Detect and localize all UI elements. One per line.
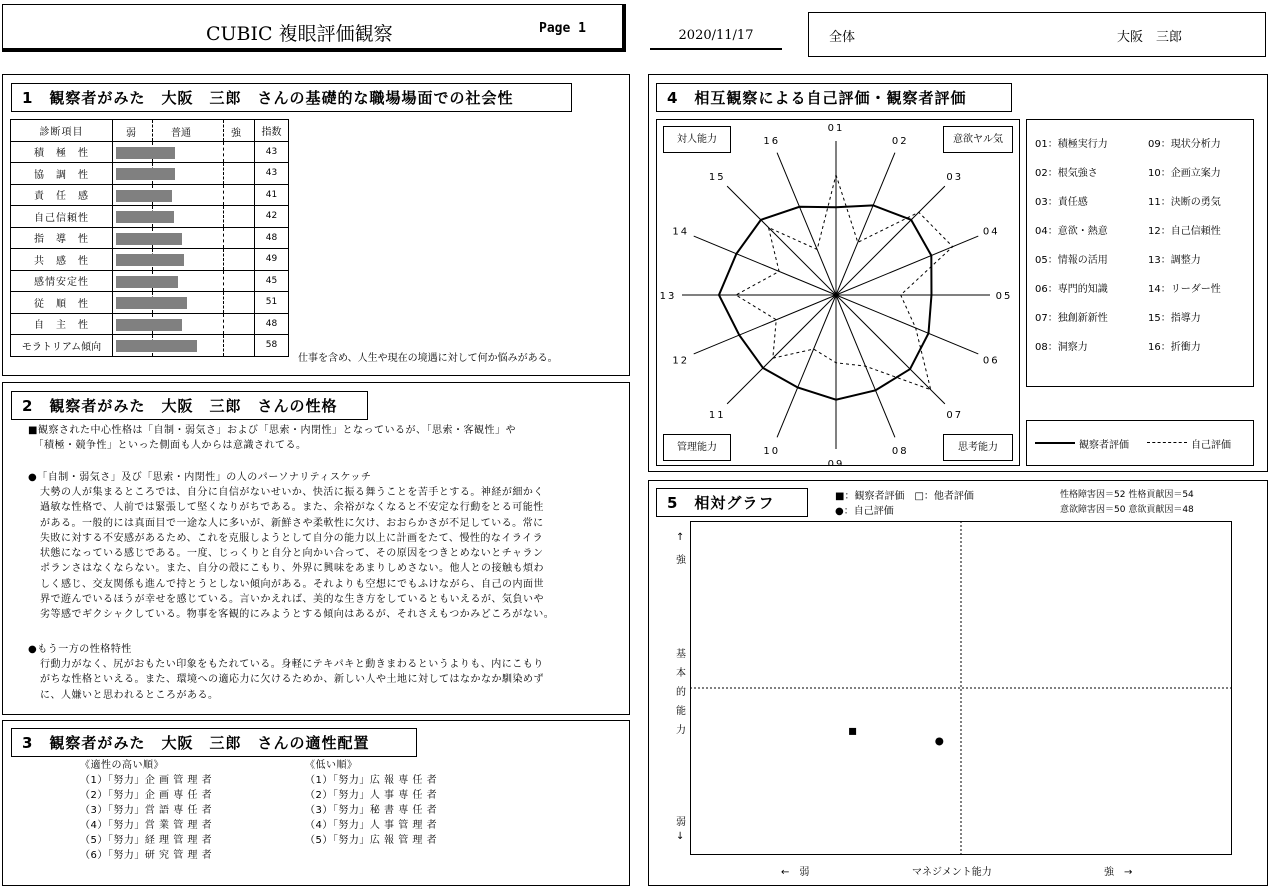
corner-label-thinking: 思考能力 [943, 434, 1013, 461]
axis-legend-item: 10：企画立案力 [1148, 168, 1221, 179]
paragraph-line: 劣等感でギクシャクしている。物事を客観的にみようとする傾向はあるが、それさえもつかみどころがない。 [40, 609, 555, 621]
axis-legend-item: 13：調整力 [1148, 255, 1201, 266]
radar-axis-number: 02 [891, 135, 909, 147]
diagnosis-table-wrap [10, 119, 289, 357]
radar-axis-number: 12 [672, 355, 690, 367]
page-number: Page 1 [539, 21, 586, 36]
y-axis-label-char: 能 [676, 706, 686, 717]
axis-legend-item: 05：情報の活用 [1035, 255, 1108, 266]
radar-axis-number: 10 [763, 446, 781, 458]
radar-series-observer [719, 205, 932, 399]
score-bar [116, 340, 197, 352]
paragraph-line: がちな性格といえる。また、環境への適応力に欠けるためか、新しい人や土地に対してはなかなか馴染めず [40, 674, 544, 686]
col-weak-header: 弱 [126, 128, 136, 139]
radar-spoke [727, 295, 836, 404]
axis-legend-item: 15：指導力 [1148, 313, 1201, 324]
scatter-point-self [935, 737, 943, 745]
radar-axis-number: 16 [763, 135, 781, 147]
table-row [11, 313, 289, 335]
section4-title: 4 相互観察による自己評価・観察者評価 [656, 83, 1012, 112]
paragraph-line: 状態になっている感じである。一度、じっくりと自分と向かい合って、その原因をつきとめないとチャラン [40, 548, 544, 560]
diagnosis-table [10, 119, 289, 357]
other-trait-paragraph [40, 657, 544, 703]
paragraph-line: （3）「努力」営 語 専 任 者 [80, 805, 213, 816]
row-index-value: 43 [255, 163, 289, 185]
radar-chart [656, 119, 1020, 466]
subject-box [808, 12, 1266, 57]
paragraph-line: 行動力がなく、尻がおもたい印象をもたれている。身軽にテキパキと動きまわるというよりも、内にこもり [40, 659, 544, 670]
axis-legend-item: 11：決断の勇気 [1148, 197, 1221, 208]
section2-title: 2 観察者がみた 大阪 三郎 さんの性格 [11, 391, 368, 420]
axis-legend-item: 07：独創新新性 [1035, 313, 1108, 324]
table-row [11, 206, 289, 228]
row-bar-cell [113, 335, 255, 357]
summary-paragraph [28, 423, 516, 454]
row-index-value: 48 [255, 227, 289, 249]
radar-spoke [836, 295, 945, 404]
row-index-value: 49 [255, 249, 289, 271]
paragraph-line: （6）「努力」研 究 管 理 者 [80, 850, 213, 861]
y-axis-label [676, 645, 686, 740]
row-index-value: 41 [255, 184, 289, 206]
axis-legend-item: 02：根気強さ [1035, 168, 1098, 179]
subject-name: 大阪 三郎 [1117, 30, 1183, 45]
scope-label: 全体 [829, 30, 856, 45]
motivation-factors: 意欲障害因＝50 意欲貢献因＝48 [1060, 505, 1194, 515]
radar-spoke [836, 236, 978, 295]
axis-legend-item: 01：積極実行力 [1035, 139, 1108, 150]
section1-title: 1 観察者がみた 大阪 三郎 さんの基礎的な職場場面での社会性 [11, 83, 572, 112]
table-row [11, 335, 289, 357]
axis-legend-item: 04：意欲・熱意 [1035, 226, 1108, 237]
axis-legend-right [1148, 135, 1221, 367]
radar-axis-number: 05 [995, 291, 1013, 302]
radar-axis-number: 04 [982, 226, 1000, 238]
radar-spoke [836, 295, 978, 354]
paragraph-line: （1）「努力」広 報 専 任 者 [305, 775, 438, 786]
radar-axis-number: 13 [659, 291, 677, 302]
table-header-row [11, 120, 289, 142]
y-up-arrow: ↑ [676, 532, 685, 543]
paragraph-line: 界で遊んでいるほうが幸せを感じている。言いかえれば、美的な生き方をしているともいえるが、気負いや [40, 594, 544, 606]
y-down-arrow: ↓ [676, 831, 685, 842]
summary-line: ■観察された中心性格は「自制・弱気さ」および「思索・内閉性」となっているが、「思索・客観性」や [28, 425, 516, 436]
scatter-legend-self: ●：自己評価 [835, 506, 894, 517]
radar-axis-number: 15 [708, 172, 726, 184]
radar-axis-number: 11 [708, 409, 726, 421]
paragraph-line: （3）「努力」秘 書 専 任 者 [305, 805, 438, 816]
score-bar [116, 168, 175, 180]
row-bar-cell [113, 184, 255, 206]
moratorium-note: 仕事を含め、人生や現在の境遇に対して何か悩みがある。 [298, 353, 558, 364]
y-axis-label-char: 基 [676, 649, 686, 660]
table-row [11, 292, 289, 314]
self-line-swatch [1147, 442, 1187, 443]
score-bar [116, 233, 182, 245]
paragraph-line: しく感じ、交友関係も進んで持とうとしない傾向がある。それよりも空想にでもふけながら、自己の内面世 [40, 578, 544, 590]
paragraph-line: （5）「努力」経 理 管 理 者 [80, 835, 213, 846]
score-bar [116, 211, 174, 223]
score-bar [116, 190, 172, 202]
radar-series-legend [1026, 420, 1254, 466]
y-axis-label-char: 的 [676, 687, 686, 698]
y-strong-label: 強 [676, 555, 686, 566]
x-axis-label: マネジメント能力 [912, 867, 992, 878]
row-label: 自己信頼性 [11, 206, 113, 228]
y-weak-label: 弱 [676, 817, 686, 828]
score-bar [116, 276, 178, 288]
radar-axis-number: 01 [827, 123, 845, 134]
score-bar [116, 147, 175, 159]
row-bar-cell [113, 249, 255, 271]
paragraph-line: （2）「努力」企 画 専 任 者 [80, 790, 213, 801]
row-label: 自 主 性 [11, 313, 113, 335]
paragraph-line: 過敏な性格で、人前では緊張して堅くなりがちである。また、余裕がなくなると不安定な行動をとる可能性 [40, 502, 544, 514]
col-scale-header [113, 120, 255, 142]
summary-line: 「積極・競争性」といった側面も人からは意識されてる。 [28, 440, 307, 452]
col-normal-header: 普通 [171, 128, 191, 139]
report-date: 2020/11/17 [650, 28, 782, 50]
radar-spoke [694, 295, 836, 354]
col-strong-header: 強 [231, 128, 241, 139]
axis-legend-item: 09：現状分析力 [1148, 139, 1221, 150]
self-legend-label: 自己評価 [1191, 440, 1231, 451]
paragraph-line: （5）「努力」広 報 管 理 者 [305, 835, 438, 846]
paragraph-line: に、人嫌いと思われるところがある。 [40, 689, 219, 701]
paragraph-line: 失敗に対する不安感があるため、これを克服しようとして自分の能力以上に計画をたて、慢性的なイライラ [40, 532, 544, 544]
row-label: 責 任 感 [11, 184, 113, 206]
row-bar-cell [113, 313, 255, 335]
paragraph-line: （1）「努力」企 画 管 理 者 [80, 775, 213, 786]
row-label: 積 極 性 [11, 141, 113, 163]
paragraph-line: （4）「努力」営 業 管 理 者 [80, 820, 213, 831]
sketch-heading: ●「自制・弱気さ」及び「思索・内閉性」の人のパーソナリティスケッチ [28, 472, 372, 483]
row-label: 指 導 性 [11, 227, 113, 249]
y-axis-label-char: 本 [676, 668, 686, 679]
row-index-value: 42 [255, 206, 289, 228]
paragraph-line: ポランさはなくならない。また、自分の殻にこもり、外界に興味をあまりしめさない。他人との接触も煩わ [40, 563, 544, 575]
radar-spoke [777, 295, 836, 437]
x-weak-label: ← 弱 [781, 867, 810, 878]
high-aptitude-heading: 《適性の高い順》 [80, 760, 164, 771]
x-strong-label: 強 → [1104, 867, 1133, 878]
table-row [11, 163, 289, 185]
high-aptitude-list [80, 758, 212, 863]
row-label: 感情安定性 [11, 270, 113, 292]
table-row [11, 184, 289, 206]
report-title-box [2, 4, 626, 52]
section5-title: 5 相対グラフ [656, 488, 808, 517]
paragraph-line: がある。一般的には真面目で一途な人に多いが、新鮮さや柔軟性に欠け、おおらかさが不足している。常に [40, 517, 544, 529]
row-label: モラトリアム傾向 [11, 335, 113, 357]
row-index-value: 43 [255, 141, 289, 163]
sketch-paragraph [40, 485, 554, 623]
radar-axis-number: 08 [891, 446, 909, 458]
row-label: 従 順 性 [11, 292, 113, 314]
paragraph-line: （2）「努力」人 事 専 任 者 [305, 790, 438, 801]
axis-legend-left [1035, 135, 1108, 367]
radar-axis-number: 07 [946, 409, 964, 421]
scatter-point-observer [849, 728, 856, 735]
paragraph-line: 大勢の人が集まるところでは、自分に自信がないせいか、快活に振る舞うことを苦手とする。神経が細かく [40, 487, 544, 498]
radar-axis-number: 03 [946, 172, 964, 184]
radar-spoke [777, 153, 836, 295]
score-bar [116, 254, 184, 266]
row-bar-cell [113, 163, 255, 185]
radar-spoke [694, 236, 836, 295]
row-index-value: 48 [255, 313, 289, 335]
corner-label-interpersonal: 対人能力 [663, 126, 731, 153]
report-title: CUBIC 複眼評価観察 [206, 23, 393, 45]
row-index-value: 51 [255, 292, 289, 314]
observer-line-swatch [1035, 442, 1075, 444]
scatter-legend-observer: ■：観察者評価 □：他者評価 [835, 491, 974, 502]
scatter-chart [690, 521, 1232, 855]
personality-factors: 性格障害因＝52 性格貢献因＝54 [1060, 490, 1194, 500]
axis-legend-item: 14：リーダー性 [1148, 284, 1221, 295]
row-bar-cell [113, 227, 255, 249]
axis-legend-item: 06：専門的知識 [1035, 284, 1108, 295]
radar-axis-number: 09 [827, 459, 845, 466]
row-label: 共 感 性 [11, 249, 113, 271]
col-item-header: 診断項目 [11, 120, 113, 142]
y-axis-label-char: 力 [676, 725, 686, 736]
row-bar-cell [113, 292, 255, 314]
row-label: 協 調 性 [11, 163, 113, 185]
axis-legend-item: 08：洞察力 [1035, 342, 1088, 353]
table-row [11, 249, 289, 271]
row-bar-cell [113, 141, 255, 163]
row-index-value: 58 [255, 335, 289, 357]
col-index-header: 指数 [255, 120, 289, 142]
table-row [11, 227, 289, 249]
axis-legend-item: 16：折衝力 [1148, 342, 1201, 353]
paragraph-line: （4）「努力」人 事 管 理 者 [305, 820, 438, 831]
score-bar [116, 319, 182, 331]
score-bar [116, 297, 187, 309]
axis-legend-item: 03：責任感 [1035, 197, 1088, 208]
radar-spoke [836, 186, 945, 295]
row-bar-cell [113, 270, 255, 292]
section3-title: 3 観察者がみた 大阪 三郎 さんの適性配置 [11, 728, 417, 757]
radar-spoke [836, 153, 895, 295]
corner-label-management: 管理能力 [663, 434, 731, 461]
other-trait-heading: ●もう一方の性格特性 [28, 644, 132, 655]
table-row [11, 141, 289, 163]
radar-axis-number: 14 [672, 226, 690, 238]
radar-axis-number: 06 [982, 355, 1000, 367]
observer-legend-label: 観察者評価 [1079, 440, 1129, 451]
low-aptitude-heading: 《低い順》 [305, 760, 358, 771]
corner-label-motivation: 意欲ヤル気 [943, 126, 1013, 153]
row-bar-cell [113, 206, 255, 228]
table-row [11, 270, 289, 292]
row-index-value: 45 [255, 270, 289, 292]
axis-legend-item: 12：自己信頼性 [1148, 226, 1221, 237]
low-aptitude-list [305, 758, 437, 848]
